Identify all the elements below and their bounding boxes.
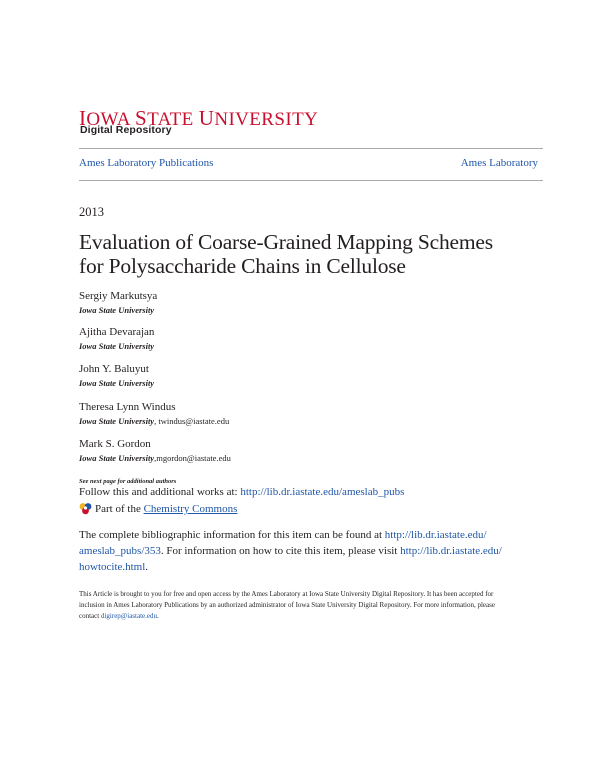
item-url-link[interactable]: http://lib.dr.iastate.edu/	[384, 529, 487, 541]
access-statement: This Article is brought to you for free and open access by the Ames Laboratory at Iowa State University Digital Repository. It has been accepted for inclusion in Ames Laboratory Publications by an authorized administrator of Iowa State University Digital Repository. For more information, please contact digirep@iastate.edu.	[79, 590, 495, 620]
article-title	[79, 230, 549, 278]
contact-email-link[interactable]: digirep@iastate.edu	[100, 612, 157, 620]
author-affiliation: Iowa State University	[79, 341, 155, 351]
author-affiliation: Iowa State University	[79, 378, 155, 388]
citation-paragraph: The complete bibliographic information for this item can be found at http://lib.dr.iastate.edu/ ameslab_pubs/353. For information on how to cite this item, please visit http://lib.dr.iastate.edu/ howtocite.html.	[79, 529, 502, 573]
author-name[interactable]: Theresa Lynn Windus	[79, 401, 176, 413]
ames-lab-publications-link[interactable]: Ames Laboratory Publications	[79, 157, 214, 169]
author-name[interactable]: John Y. Baluyut	[79, 363, 149, 375]
title-line-1: Evaluation of Coarse-Grained Mapping Schemes	[79, 230, 493, 254]
howtocite-link[interactable]: http://lib.dr.iastate.edu/	[400, 545, 502, 557]
author-affiliation: Iowa State University	[79, 305, 155, 315]
repository-name: Digital Repository	[80, 124, 172, 136]
author-name[interactable]: Ajitha Devarajan	[79, 326, 155, 338]
item-url-link-continued[interactable]: ameslab_pubs/353	[79, 545, 161, 557]
ames-laboratory-link[interactable]: Ames Laboratory	[460, 157, 538, 169]
part-of-line: Part of the Chemistry Commons	[95, 503, 238, 515]
author-affiliation: Iowa State University, twindus@iastate.edu	[79, 416, 230, 426]
header-rule-bottom	[79, 180, 543, 181]
title-line-2: for Polysaccharide Chains in Cellulose	[79, 254, 406, 278]
publication-year: 2013	[79, 205, 104, 219]
ameslab-pubs-link[interactable]: http://lib.dr.iastate.edu/ameslab_pubs	[240, 486, 405, 498]
bepress-commons-icon	[79, 502, 92, 515]
university-logo: IOWA STATE UNIVERSITY	[79, 106, 319, 130]
author-name[interactable]: Mark S. Gordon	[79, 438, 151, 450]
see-next-page-note: See next page for additional authors	[79, 478, 177, 485]
follow-line: Follow this and additional works at: http://lib.dr.iastate.edu/ameslab_pubs	[79, 486, 405, 498]
header-rule-top	[79, 148, 543, 149]
chemistry-commons-link[interactable]: Chemistry Commons	[143, 503, 238, 515]
author-affiliation: Iowa State University,mgordon@iastate.edu	[79, 453, 231, 463]
author-name[interactable]: Sergiy Markutsya	[79, 290, 158, 302]
howtocite-link-continued[interactable]: howtocite.html	[79, 561, 146, 573]
